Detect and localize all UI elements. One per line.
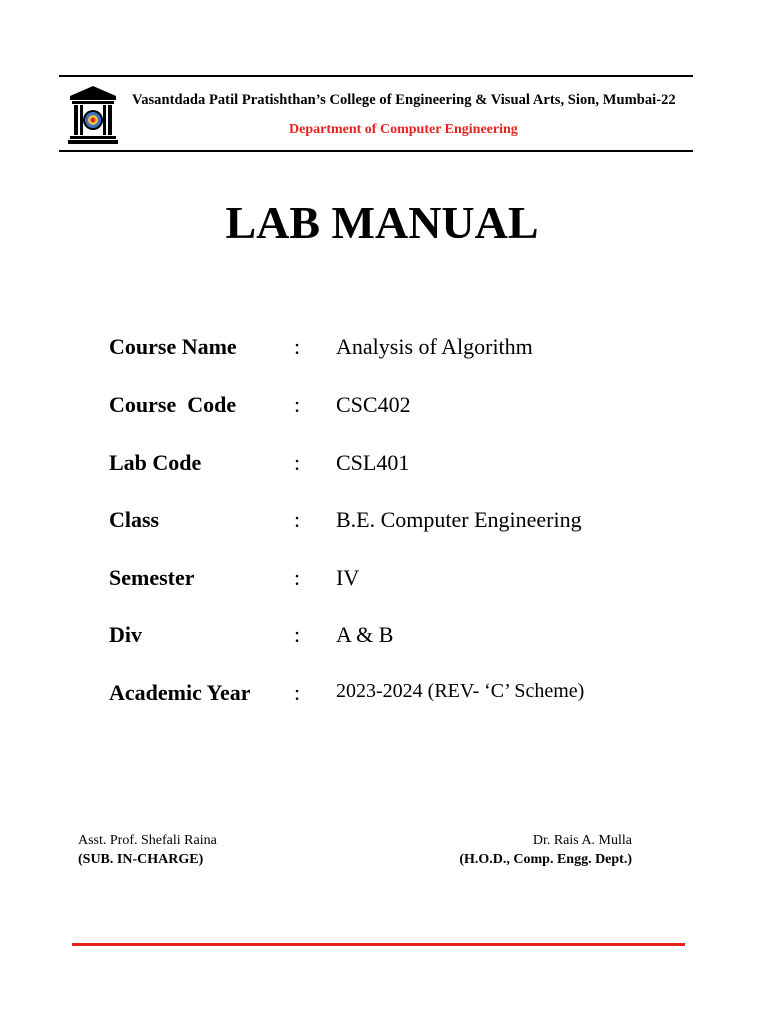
info-label: Academic Year	[109, 680, 251, 705]
college-name: Vasantdada Patil Pratishthan’s College of Engineering & Visual Arts, Sion, Mumbai-22	[132, 92, 676, 108]
info-separator: :	[294, 565, 301, 590]
info-label: Course Name	[109, 334, 237, 359]
info-value: CSC402	[336, 392, 411, 417]
academic-year-row	[0, 680, 768, 710]
subject-incharge-name: Asst. Prof. Shefali Raina	[78, 833, 217, 848]
info-separator: :	[294, 450, 301, 475]
semester-row	[0, 565, 768, 595]
info-label: Class	[109, 507, 160, 532]
subject-incharge-role: (SUB. IN-CHARGE)	[78, 852, 204, 867]
info-value: A & B	[336, 622, 394, 647]
info-separator: :	[294, 507, 301, 532]
div-row	[0, 622, 768, 652]
info-label: Course Code	[109, 392, 237, 417]
info-label: Semester	[109, 565, 195, 590]
info-separator: :	[294, 680, 301, 705]
college-crest-icon	[66, 84, 120, 146]
page-title: LAB MANUAL	[225, 197, 539, 248]
info-separator: :	[294, 334, 301, 359]
lab-code-row	[0, 450, 768, 480]
course-code-row	[0, 392, 768, 422]
info-separator: :	[294, 392, 301, 417]
hod-name: Dr. Rais A. Mulla	[532, 833, 632, 848]
header-bottom-rule	[59, 150, 693, 152]
info-value: 2023-2024 (REV- ‘C’ Scheme)	[336, 680, 585, 702]
header-top-rule	[59, 75, 693, 77]
info-label: Div	[109, 622, 142, 647]
department-name: Department of Computer Engineering	[289, 122, 518, 137]
info-value: CSL401	[336, 450, 410, 475]
info-value: Analysis of Algorithm	[336, 334, 533, 359]
footer-rule	[72, 943, 685, 946]
hod-role: (H.O.D., Comp. Engg. Dept.)	[459, 852, 632, 867]
course-name-row	[0, 334, 768, 364]
class-row	[0, 507, 768, 537]
info-separator: :	[294, 622, 301, 647]
info-value: IV	[336, 565, 360, 590]
info-value: B.E. Computer Engineering	[336, 507, 582, 532]
info-label: Lab Code	[109, 450, 202, 475]
